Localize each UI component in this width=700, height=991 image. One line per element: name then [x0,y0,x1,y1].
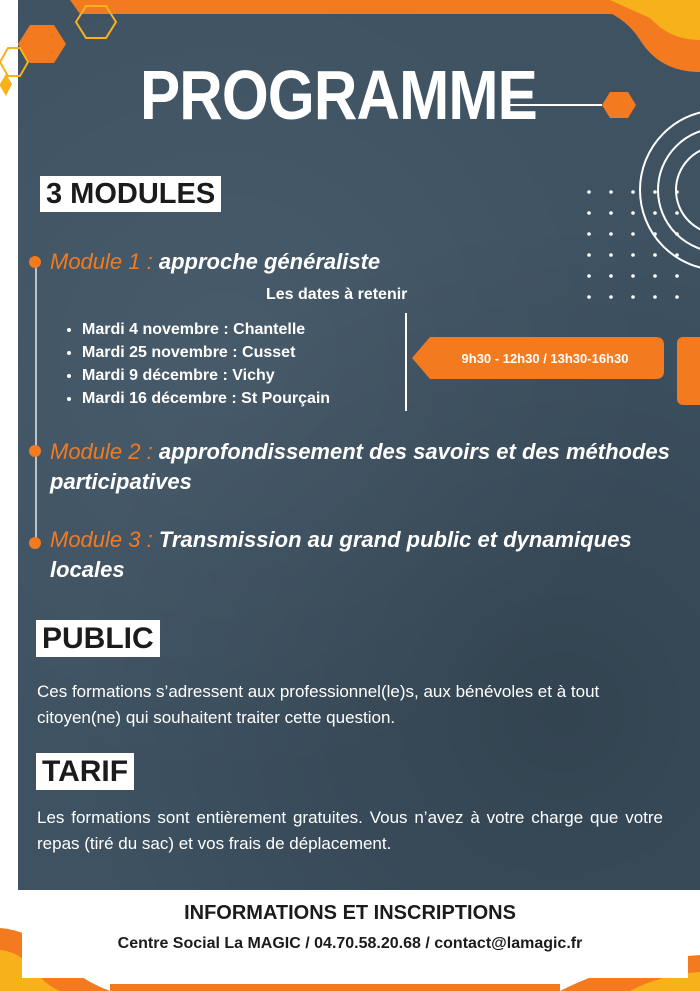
hours-text: 9h30 - 12h30 / 13h30-16h30 [461,350,629,366]
timeline-line [35,264,37,544]
dot-grid [587,190,679,299]
tarif-text: Les formations sont entièrement gratuites. Vous n’avez à votre charge que votre repas (tiré du sac) et vos frais de déplacement. [37,808,663,853]
dates-divider [405,313,407,411]
module-3-text: Transmission au grand public et dynamiques locales [50,527,632,582]
modules-heading: 3 MODULES [40,176,221,212]
date-item: • Mardi 16 décembre : St Pourçain [82,387,330,410]
date-item: • Mardi 25 novembre : Cusset [82,341,330,364]
module-1-text: approche généraliste [158,249,381,274]
public-text: Ces formations s’adressent aux professionnel(le)s, aux bénévoles et à tout citoyen(ne) qui souhaitent traiter cette question. [37,682,600,727]
module-2-text: approfondissement des savoirs et des méthodes participatives [50,439,670,494]
module-2 [50,437,670,497]
module-1 [50,247,670,277]
tarif-heading: TARIF [36,753,134,790]
public-heading: PUBLIC [36,620,160,657]
footer-title: INFORMATIONS ET INSCRIPTIONS [184,902,516,924]
bullet-dot-icon [29,256,41,268]
side-badge [677,337,700,405]
dates-list [62,318,330,410]
hexagon-icon [602,92,636,118]
bullet-dot-icon [29,445,41,457]
module-3-key: Module 3 : [50,527,153,552]
page-title: PROGRAMME [140,56,537,134]
date-item: • Mardi 4 novembre : Chantelle [82,318,330,341]
footer-contact: Centre Social La MAGIC / 04.70.58.20.68 / contact@lamagic.fr [117,935,583,952]
bullet-dot-icon [29,537,41,549]
dates-title: Les dates à retenir [266,286,408,303]
module-1-key: Module 1 : [50,249,153,274]
hours-badge [412,337,664,379]
date-item: • Mardi 9 décembre : Vichy [82,364,330,387]
module-3 [50,525,670,585]
module-2-key: Module 2 : [50,439,153,464]
